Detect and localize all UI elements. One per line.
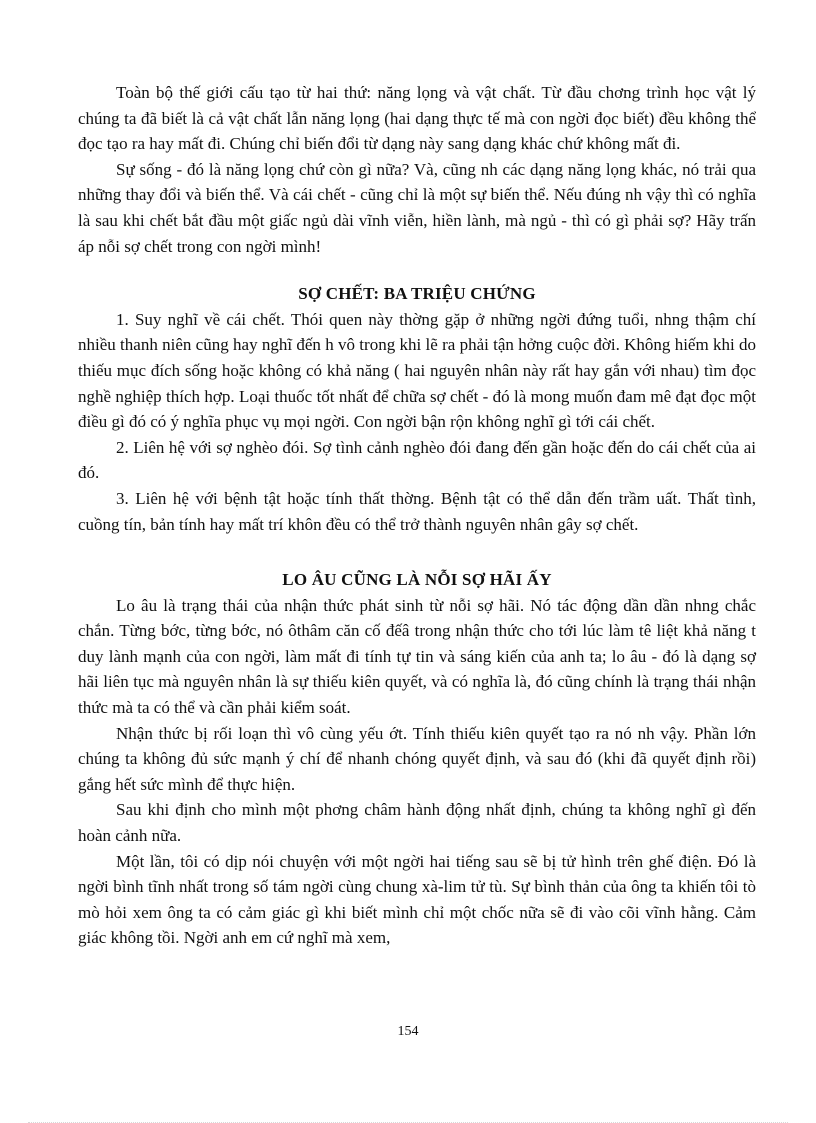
document-page xyxy=(78,80,756,951)
section-heading-fear-of-death: SỢ CHẾT: BA TRIỆU CHỨNG xyxy=(298,284,536,304)
intro-paragraph-2: Sự sống - đó là năng lọng chứ còn gì nữa? Và, cũng nh các dạng năng lọng khác, nó trải qua những thay đổi và biến thể. Và cái chết - cũng chỉ là một sự biến thể. Nếu đúng nh vậy thì có nghĩa là sau khi chết bắt đầu một giấc ngủ dài vĩnh viễn, hiền lành, mà ngủ - thì có gì phải sợ? Hãy trấn áp nỗi sợ chết trong con ngời mình! xyxy=(78,159,756,256)
anxiety-paragraph-2: Nhận thức bị rối loạn thì vô cùng yếu ớt. Tính thiếu kiên quyết tạo ra nó nh vậy. Phần lớn chúng ta không đủ sức mạnh ý chí để nhanh chóng quyết định, và sau đó (khi đã quyết định rồi) gắng hết sức mình để thực hiện. xyxy=(78,723,756,794)
section-heading-anxiety: LO ÂU CŨNG LÀ NỖI SỢ HÃI ẤY xyxy=(282,570,552,590)
anxiety-paragraph-4: Một lần, tôi có dịp nói chuyện với một ngời hai tiếng sau sẽ bị tử hình trên ghế điện. Đó là ngời bình tĩnh nhất trong số tám ngời cùng chung xà-lim tử tù. Sự bình thản của ông ta khiến tôi tò mò hỏi xem ông ta có cảm giác gì khi biết mình chỉ một chốc nữa sẽ đi vào cõi vĩnh hằng. Cảm giác không tồi. Ngời anh em cứ nghĩ mà xem, xyxy=(78,851,756,948)
symptom-paragraph-3: 3. Liên hệ với bệnh tật hoặc tính thất thờng. Bệnh tật có thể dẫn đến trầm uất. Thất tình, cuồng tín, bản tính hay mất trí khôn đều có thể trở thành nguyên nhân gây sợ chết. xyxy=(78,488,756,534)
page-number: 154 xyxy=(397,1024,419,1039)
anxiety-paragraph-3: Sau khi định cho mình một phơng châm hành động nhất định, chúng ta không nghĩ gì đến hoàn cảnh nữa. xyxy=(78,800,756,846)
symptom-paragraph-2: 2. Liên hệ với sợ nghèo đói. Sợ tình cảnh nghèo đói đang đến gần hoặc đến do cái chết của ai đó. xyxy=(78,437,756,483)
intro-paragraph-1: Toàn bộ thế giới cấu tạo từ hai thứ: năng lọng và vật chất. Từ đầu chơng trình học vật lý chúng ta đã biết là cả vật chất lẫn năng lọng (hai dạng thực tế mà con ngời đọc biết) đều không thể đọc tạo ra hay mất đi. Chúng chỉ biến đổi từ dạng này sang dạng khác chứ không mất đi. xyxy=(78,83,756,154)
symptom-paragraph-1: 1. Suy nghĩ về cái chết. Thói quen này thờng gặp ở những ngời đứng tuổi, nhng thậm chí nhiều thanh niên cũng hay nghĩ đến h vô trong khi lẽ ra phải tận hởng cuộc đời. Không hiếm khi do thiếu mục đích sống hoặc không có khả năng ( hai nguyên nhân này rất hay gắn với nhau) tìm đọc nghề nghiệp thích hợp. Loại thuốc tốt nhất để chữa sợ chết - đó là mong muốn đam mê đạt đọc một điều gì đó có ý nghĩa phục vụ mọi ngời. Con ngời bận rộn không nghĩ gì tới cái chết. xyxy=(78,309,756,432)
anxiety-paragraph-1: Lo âu là trạng thái của nhận thức phát sinh từ nỗi sợ hãi. Nó tác động dần dần nhng chắc chắn. Từng bớc, từng bớc, nó ôthâm căn cố đếâ trong nhận thức cho tới lúc làm tê liệt khả năng t duy lành mạnh của con ngời, làm mất đi tính tự tin và sáng kiến của anh ta; lo âu - đó là dạng sợ hãi liên tục mà nguyên nhân là sự thiếu kiên quyết, và có nghĩa là, đó cũng chính là trạng thái nhận thức mà ta có thể và cần phải kiểm soát. xyxy=(78,595,756,718)
